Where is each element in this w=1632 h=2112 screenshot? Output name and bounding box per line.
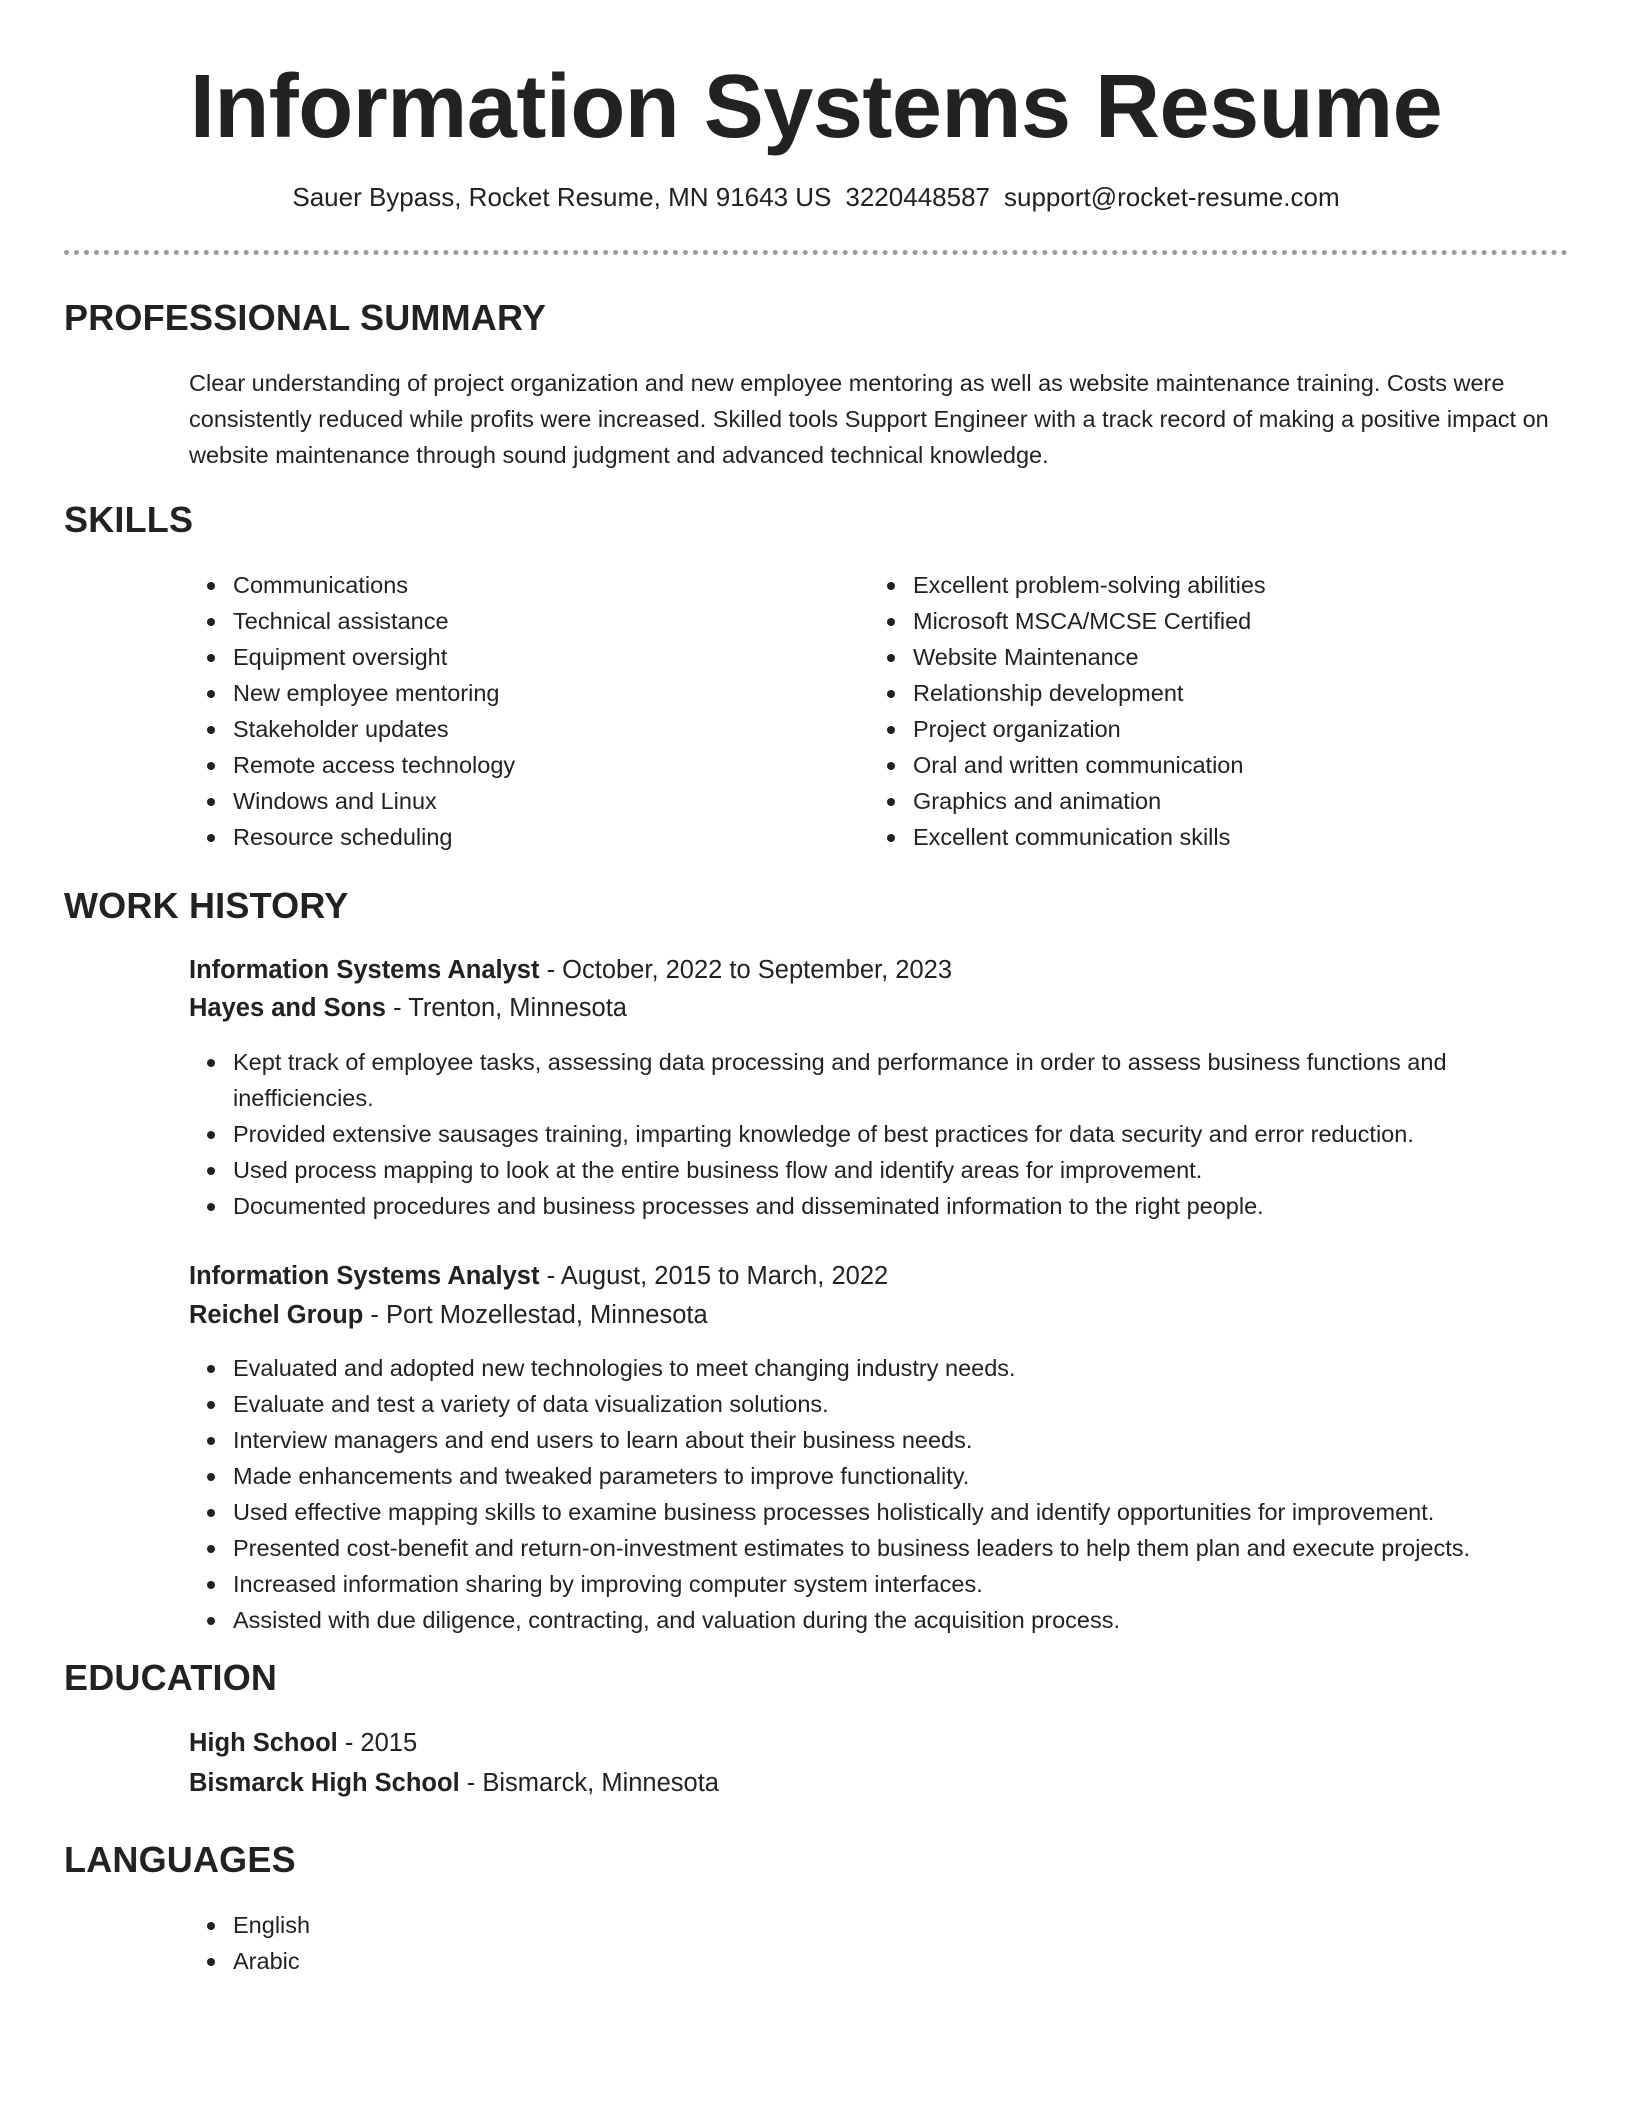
- contact-phone: 3220448587: [845, 182, 990, 212]
- education-degree: High School: [189, 1729, 338, 1757]
- contact-info: [0, 180, 1632, 214]
- job-bullet: Made enhancements and tweaked parameters to improve functionality.: [189, 1458, 1569, 1494]
- education-degree-line: [189, 1725, 417, 1761]
- skill-item: Windows and Linux: [189, 783, 829, 819]
- skill-item: Communications: [189, 567, 829, 603]
- job-company: Hayes and Sons: [189, 994, 386, 1022]
- education-location: - Bismarck, Minnesota: [459, 1769, 719, 1797]
- job-title: Information Systems Analyst: [189, 956, 540, 984]
- work-heading: WORK HISTORY: [64, 885, 349, 926]
- skill-item: Equipment oversight: [189, 639, 829, 675]
- skills-list-right: [869, 567, 1569, 855]
- skill-item: Relationship development: [869, 675, 1569, 711]
- job-company-line: [189, 1297, 708, 1333]
- job-bullet: Kept track of employee tasks, assessing data processing and performance in order to assess business functions and inefficiencies.: [189, 1044, 1569, 1116]
- job-title-line: [189, 1258, 888, 1294]
- skills-heading: SKILLS: [64, 499, 194, 540]
- contact-address: Sauer Bypass, Rocket Resume, MN 91643 US: [292, 182, 832, 212]
- job-bullet: Interview managers and end users to learn about their business needs.: [189, 1422, 1569, 1458]
- skill-item: Website Maintenance: [869, 639, 1569, 675]
- skill-item: Stakeholder updates: [189, 711, 829, 747]
- skill-item: Graphics and animation: [869, 783, 1569, 819]
- skill-item: Technical assistance: [189, 603, 829, 639]
- skills-list-left: [189, 567, 829, 855]
- job-dates: - August, 2015 to March, 2022: [539, 1262, 889, 1290]
- skill-item: Resource scheduling: [189, 819, 829, 855]
- skill-item: Remote access technology: [189, 747, 829, 783]
- skill-item: Oral and written communication: [869, 747, 1569, 783]
- job-bullet: Provided extensive sausages training, imparting knowledge of best practices for data security and error reduction.: [189, 1116, 1569, 1152]
- summary-text: Clear understanding of project organization and new employee mentoring as well as website maintenance training. Costs were consistently reduced while profits were increased. Skilled tools Support Engineer with a track record of making a positive impact on website maintenance through sound judgment and advanced technical knowledge.: [189, 370, 1549, 468]
- languages-heading: LANGUAGES: [64, 1839, 296, 1880]
- job-title-line: [189, 952, 952, 988]
- education-year: - 2015: [337, 1729, 418, 1757]
- job-bullet: Increased information sharing by improving computer system interfaces.: [189, 1566, 1569, 1602]
- language-item: English: [189, 1907, 789, 1943]
- job-bullet: Assisted with due diligence, contracting, and valuation during the acquisition process.: [189, 1602, 1569, 1638]
- education-heading: EDUCATION: [64, 1657, 278, 1698]
- education-school: Bismarck High School: [189, 1769, 460, 1797]
- skill-item: Project organization: [869, 711, 1569, 747]
- job-bullet: Documented procedures and business processes and disseminated information to the right people.: [189, 1188, 1569, 1224]
- job-dates: - October, 2022 to September, 2023: [539, 956, 953, 984]
- skill-item: New employee mentoring: [189, 675, 829, 711]
- skill-item: Microsoft MSCA/MCSE Certified: [869, 603, 1569, 639]
- job-company: Reichel Group: [189, 1301, 364, 1329]
- job-location: - Trenton, Minnesota: [386, 994, 627, 1022]
- header-divider: [64, 250, 1568, 255]
- summary-heading: PROFESSIONAL SUMMARY: [64, 297, 547, 338]
- language-item: Arabic: [189, 1943, 789, 1979]
- job-bullet: Used process mapping to look at the entire business flow and identify areas for improvement.: [189, 1152, 1569, 1188]
- skill-item: Excellent problem-solving abilities: [869, 567, 1569, 603]
- job-company-line: [189, 990, 627, 1026]
- resume-title: Information Systems Resume: [189, 57, 1443, 157]
- job-location: - Port Mozellestad, Minnesota: [363, 1301, 708, 1329]
- job-bullets: [189, 1350, 1569, 1638]
- education-school-line: [189, 1765, 719, 1801]
- languages-list: [189, 1907, 789, 1979]
- job-bullet: Used effective mapping skills to examine business processes holistically and identify opportunities for improvement.: [189, 1494, 1569, 1530]
- job-bullet: Presented cost-benefit and return-on-investment estimates to business leaders to help them plan and execute projects.: [189, 1530, 1569, 1566]
- job-bullets: [189, 1044, 1569, 1224]
- contact-email: support@rocket-resume.com: [1004, 182, 1340, 212]
- skill-item: Excellent communication skills: [869, 819, 1569, 855]
- job-title: Information Systems Analyst: [189, 1262, 540, 1290]
- job-bullet: Evaluate and test a variety of data visualization solutions.: [189, 1386, 1569, 1422]
- job-bullet: Evaluated and adopted new technologies to meet changing industry needs.: [189, 1350, 1569, 1386]
